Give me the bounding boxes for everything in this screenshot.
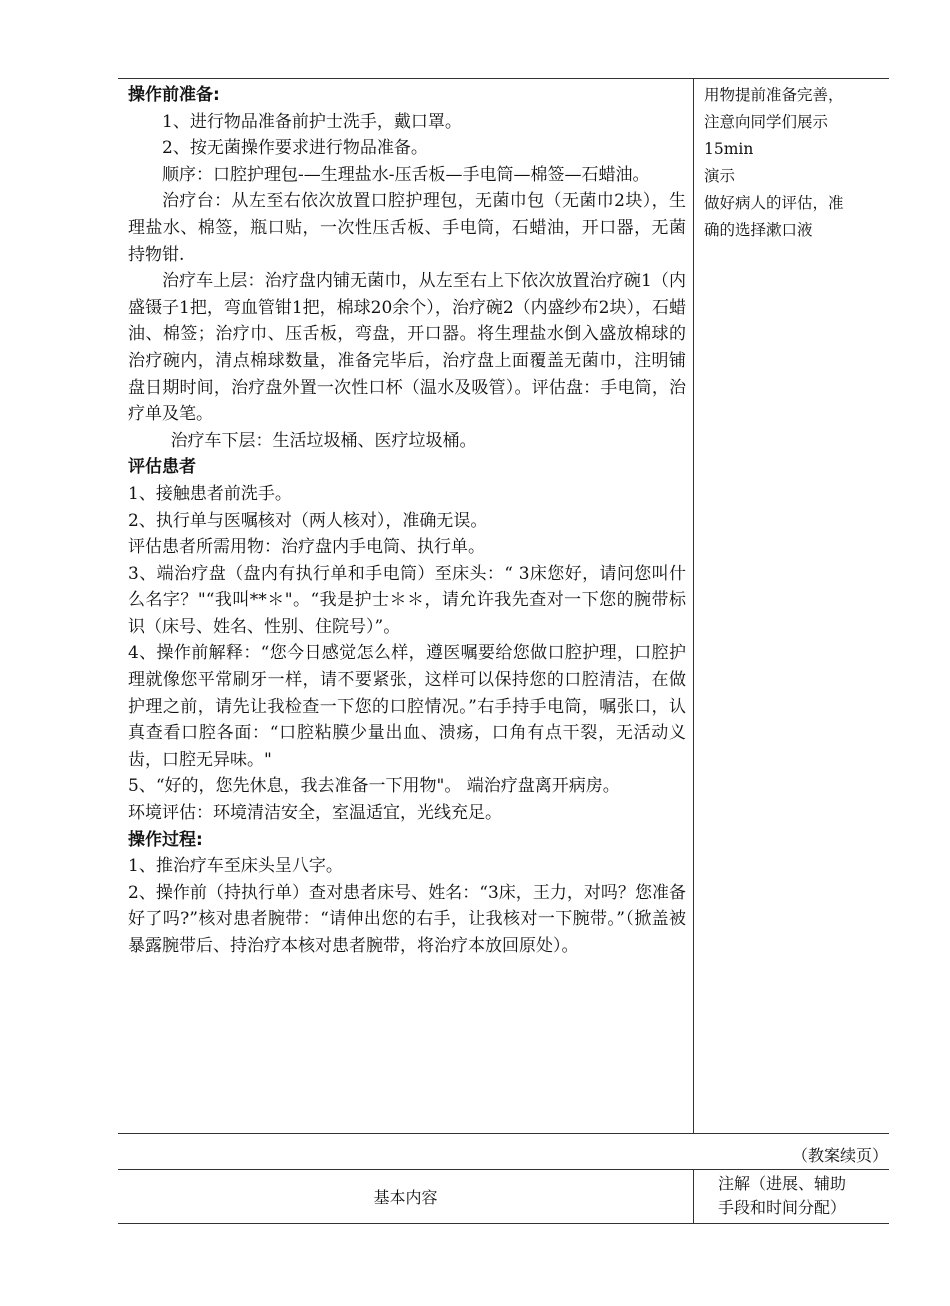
- prep-cart-bottom: 治疗车下层：生活垃圾桶、医疗垃圾桶。: [170, 430, 477, 451]
- note-line: 注意向同学们展示: [704, 113, 829, 131]
- continuation-header-table: [118, 1169, 889, 1224]
- column-divider: [693, 1170, 694, 1223]
- notes-header-line: 手段和时间分配）: [718, 1198, 847, 1217]
- assess-step-2: 2、执行单与医嘱核对（两人核对），准确无误。: [128, 510, 488, 531]
- assess-step-1: 1、接触患者前洗手。: [128, 483, 292, 504]
- notes-cell: [704, 82, 884, 244]
- prep-treatment-table: 治疗台：从左至右依次放置口腔护理包，无菌巾包（无菌巾2块），生理盐水、棉签，瓶口贴，一次性压舌板、手电筒，石蜡油，开口器，无菌持物钳.: [128, 191, 686, 265]
- lesson-plan-table: [118, 78, 889, 1134]
- assess-step-3: 3、端治疗盘（盘内有执行单和手电筒）至床头：“ 3床您好，请问您叫什么名字？"“我叫**＊"。“我是护士＊＊，请允许我先查对一下您的腕带标识（床号、姓名、性别、住院号）”。: [128, 563, 686, 637]
- column-divider: [693, 79, 694, 1133]
- prep-heading: 操作前准备:: [128, 85, 220, 105]
- prep-step-1: 1、进行物品准备前护士洗手，戴口罩。: [162, 111, 462, 132]
- main-content-cell: [128, 82, 686, 960]
- procedure-heading: 操作过程:: [128, 829, 203, 850]
- prep-cart-top: 治疗车上层：治疗盘内铺无菌巾，从左至右上下依次放置治疗碗1（内盛镊子1把，弯血管钳1把，棉球20余个），治疗碗2（内盛纱布2块），石蜡油、棉签；治疗巾、压舌板，弯盘，开口器。将生理盐水倒入盛放棉球的治疗碗内，清点棉球数量，准备完毕后，治疗盘上面覆盖无菌巾，注明铺盘日期时间，治疗盘外置一次性口杯（温水及吸管）。评估盘：手电筒，治疗单及笔。: [128, 271, 686, 425]
- notes-header: [718, 1172, 878, 1220]
- note-line: 15min: [704, 140, 754, 158]
- prep-step-2: 2、按无菌操作要求进行物品准备。: [162, 138, 428, 159]
- assess-step-5: 5、“好的，您先休息，我去准备一下用物"。 端治疗盘离开病房。: [128, 776, 620, 797]
- assess-items: 评估患者所需用物：治疗盘内手电筒、执行单。: [128, 537, 485, 558]
- assess-heading: 评估患者: [128, 457, 196, 478]
- note-line: 用物提前准备完善，: [704, 86, 844, 104]
- assess-step-4: 4、操作前解释：“您今日感觉怎么样，遵医嘱要给您做口腔护理，口腔护理就像您平常刷牙一样，请不要紧张，这样可以保持您的口腔清洁，在做护理之前，请先让我检查一下您的口腔情况。”右手持手电筒，嘱张口，认真查看口腔各面：“口腔粘膜少量出血、溃疡，口角有点干裂，无活动义齿，口腔无异味。": [128, 643, 686, 770]
- note-line: 演示: [704, 167, 736, 185]
- note-line: 做好病人的评估，准: [704, 194, 844, 212]
- prep-order: 顺序：口腔护理包-—生理盐水-压舌板—手电筒—棉签—石蜡油。: [162, 164, 650, 185]
- procedure-step-2: 2、操作前（持执行单）查对患者床号、姓名：“3床，王力，对吗？您准备好了吗?”核对患者腕带：“请伸出您的右手，让我核对一下腕带。”（掀盖被暴露腕带后、持治疗本核对患者腕带，将治疗本放回原处）。: [128, 882, 686, 956]
- notes-header-line: 注解（进展、辅助: [718, 1174, 847, 1193]
- note-line: 确的选择漱口液: [704, 221, 813, 239]
- procedure-step-1: 1、推治疗车至床头呈八字。: [128, 856, 343, 877]
- basic-content-header: 基本内容: [373, 1188, 438, 1207]
- environment-assessment: 环境评估：环境清洁安全，室温适宜，光线充足。: [128, 803, 502, 824]
- continued-page-label: （教案续页）: [791, 1146, 888, 1165]
